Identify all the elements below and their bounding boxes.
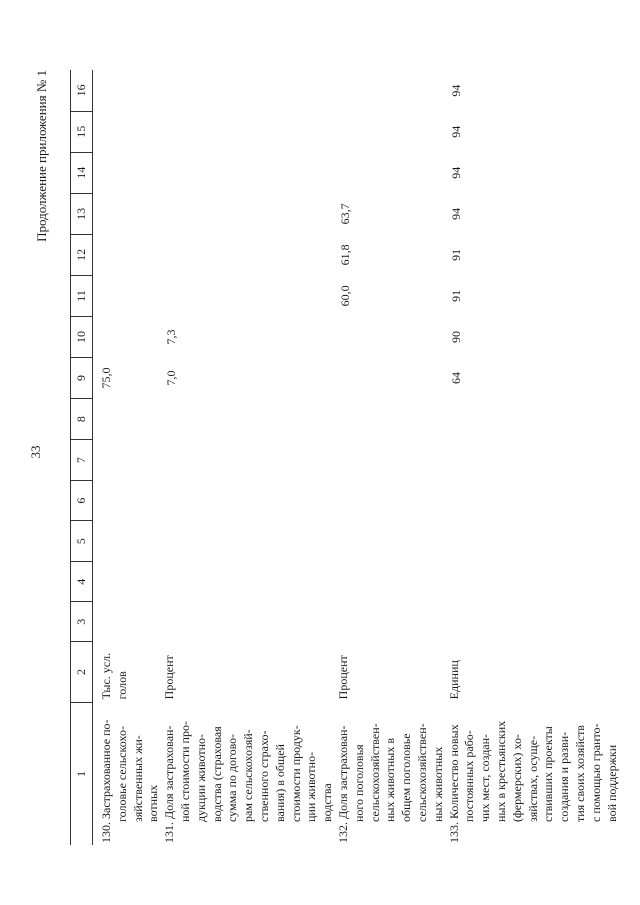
value-cell	[336, 521, 447, 562]
value-cell	[162, 521, 336, 562]
column-header: 15	[71, 111, 93, 152]
value-cell	[93, 316, 163, 357]
value-cell: 91	[448, 289, 463, 302]
value-cell	[93, 562, 163, 602]
value-cell	[93, 521, 163, 562]
value-cell	[93, 399, 163, 440]
column-header: 16	[71, 70, 93, 111]
value-cell	[336, 399, 447, 440]
value-cell: 94	[448, 125, 463, 138]
value-cell: 91	[448, 248, 463, 261]
indicator-name: 133. Количество новых постоянных рабо- чих мест, создан- ных в крестьянских (фермерских) хо- зяйствах, осуще- ствивших проекты создания и разви- тия своих хозяйств с помощью гранто- вой поддержки	[446, 720, 619, 843]
unit-cell: Процент	[162, 655, 177, 700]
value-cell	[162, 234, 336, 275]
value-cell: 94	[448, 84, 463, 97]
value-cell: 90	[448, 330, 463, 343]
value-cell	[93, 440, 163, 481]
value-cell	[93, 152, 163, 193]
unit-cell: Процент	[335, 655, 350, 700]
column-header: 14	[71, 152, 93, 193]
value-cell: 94	[448, 207, 463, 220]
indicator-name: 131. Доля застрахован- ной стоимости про- дукции животно- водства (страховая сумма по догово- рам сельскохозяй- ственного страхо- вания) в общей стоимости продук- ции животно- водства	[162, 721, 335, 843]
value-cell	[162, 481, 336, 521]
value-cell	[93, 481, 163, 521]
value-cell	[336, 152, 447, 193]
value-cell	[447, 399, 621, 440]
value-cell	[93, 602, 163, 642]
value-cell: 61,8	[337, 244, 352, 266]
column-header: 8	[71, 399, 93, 440]
unit-cell: Тыс. усл. голов	[99, 652, 129, 700]
value-cell: 60,0	[337, 285, 352, 307]
value-cell	[336, 111, 447, 152]
value-cell	[162, 111, 336, 152]
unit-cell: Единиц	[446, 660, 461, 700]
value-cell	[162, 70, 336, 111]
value-cell	[447, 440, 621, 481]
indicators-table	[70, 70, 620, 845]
value-cell	[447, 481, 621, 521]
value-cell	[162, 440, 336, 481]
value-cell	[162, 562, 336, 602]
value-cell	[447, 602, 621, 642]
value-cell	[162, 193, 336, 234]
indicator-name: 130. Застрахованное по- головье сельскохо- зяйственных жи- вотных	[99, 719, 161, 843]
value-cell	[93, 275, 163, 316]
page-number: 33	[28, 445, 43, 459]
column-header: 9	[71, 357, 93, 398]
value-cell	[162, 602, 336, 642]
value-cell: 64	[448, 372, 463, 385]
value-cell	[336, 70, 447, 111]
value-cell	[336, 602, 447, 642]
value-cell	[336, 357, 447, 398]
column-header: 13	[71, 193, 93, 234]
value-cell	[447, 562, 621, 602]
table-row	[336, 70, 447, 845]
indicator-name: 132. Доля застрахован- ного поголовья сельскохозяйствен- ных животных в общем поголовье сельскохозяйствен- ных животных	[335, 723, 445, 843]
value-cell	[162, 275, 336, 316]
column-header: 3	[71, 602, 93, 642]
column-header: 6	[71, 481, 93, 521]
table-row	[447, 70, 621, 845]
value-cell	[336, 316, 447, 357]
table-row	[162, 70, 336, 845]
column-header: 12	[71, 234, 93, 275]
column-header: 2	[71, 642, 93, 703]
value-cell	[162, 152, 336, 193]
column-header: 5	[71, 521, 93, 562]
appendix-caption: Продолжение приложения № 1	[34, 70, 49, 242]
value-cell: 63,7	[337, 203, 352, 225]
value-cell	[336, 562, 447, 602]
column-header: 11	[71, 275, 93, 316]
column-number-row	[71, 70, 93, 845]
value-cell	[336, 481, 447, 521]
value-cell: 75,0	[99, 367, 113, 389]
value-cell	[93, 234, 163, 275]
value-cell	[93, 193, 163, 234]
value-cell	[447, 521, 621, 562]
column-header: 1	[71, 702, 93, 845]
value-cell: 7,3	[164, 329, 179, 345]
value-cell: 7,0	[164, 370, 179, 386]
column-header: 10	[71, 316, 93, 357]
table-row	[93, 70, 163, 845]
value-cell: 94	[448, 166, 463, 179]
value-cell	[93, 70, 163, 111]
rotated-page-content	[34, 70, 630, 845]
column-header: 7	[71, 440, 93, 481]
column-header: 4	[71, 562, 93, 602]
value-cell	[336, 440, 447, 481]
value-cell	[93, 111, 163, 152]
value-cell	[162, 399, 336, 440]
